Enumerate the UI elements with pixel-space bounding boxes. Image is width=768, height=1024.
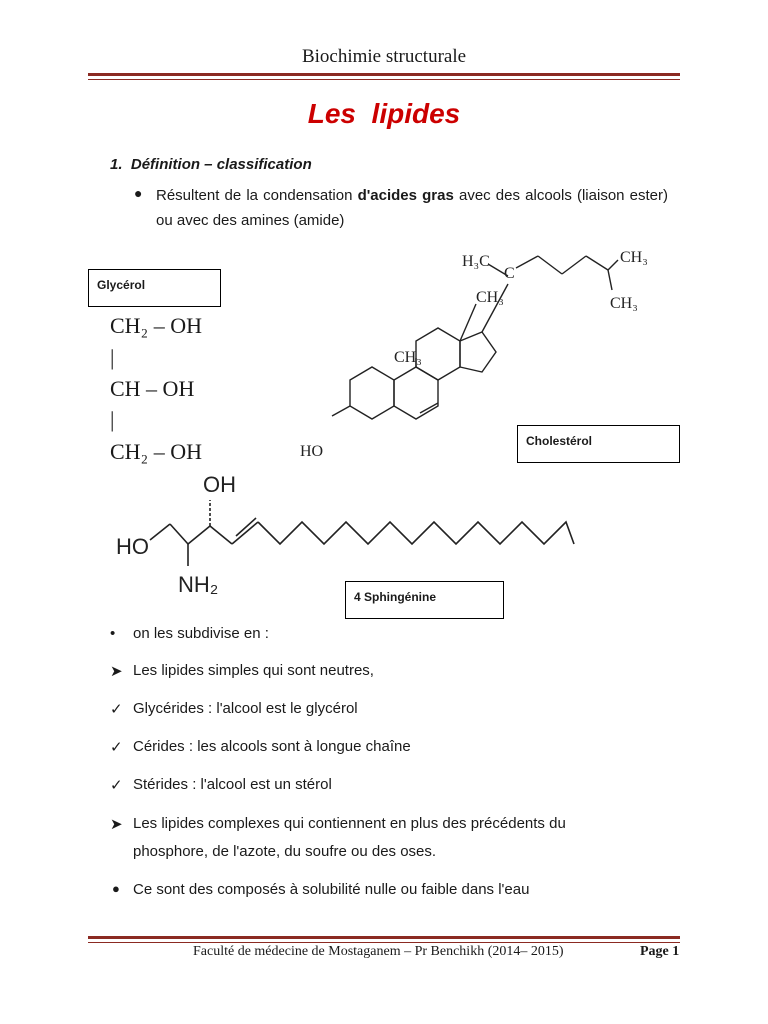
sphingenine-label: 4 Sphingénine <box>354 590 437 604</box>
glycerol-line-1: CH₂ – OH <box>110 313 203 338</box>
glycerol-line-2: | <box>110 345 115 370</box>
header-title: Biochimie structurale <box>301 46 467 67</box>
cholesterol-side-bond-5 <box>562 256 586 274</box>
definition-pre: Résultent de la condensation <box>156 187 358 204</box>
sphingenine-oh: OH <box>203 472 236 497</box>
glycerol-label-box <box>88 269 221 307</box>
glycerol-line-4: | <box>110 407 115 432</box>
cholesterol-ring-b <box>394 367 438 419</box>
cholesterol-label-box <box>517 425 680 463</box>
sph-double-1 <box>232 522 258 544</box>
sph-bond-1 <box>150 524 170 540</box>
cholesterol-side-bond-4 <box>538 256 562 274</box>
list-simple: Les lipides simples qui sont neutres, <box>133 662 374 679</box>
check-icon: ✓ <box>110 701 123 718</box>
cholesterol-ch3-c: CH₃ <box>476 289 504 306</box>
list-solubility-bullet: ● <box>112 881 120 896</box>
cholesterol-h3c: H₃C <box>462 253 490 270</box>
arrow-bullet-icon: ➤ <box>110 816 123 833</box>
list-intro: on les subdivise en : <box>133 625 269 642</box>
footer-rule <box>88 936 680 939</box>
sph-bond-4 <box>210 526 232 544</box>
page-title: Les lipides <box>307 98 461 129</box>
cholesterol-ch3-b: CH₃ <box>610 295 638 312</box>
section-heading: Définition – classification <box>130 156 312 173</box>
list-glycerides: Glycérides : l'alcool est le glycérol <box>133 700 358 717</box>
cholesterol-side-bond-7 <box>608 260 618 270</box>
bullet-dot: ● <box>134 185 143 201</box>
section-number: 1. <box>110 156 123 173</box>
definition-post: avec des alcools (liaison ester) ou avec des amines (amide) <box>156 187 668 229</box>
list-solubility: Ce sont des composés à solubilité nulle ou faible dans l'eau <box>133 881 530 898</box>
check-icon: ✓ <box>110 739 123 756</box>
header-rule <box>88 73 680 76</box>
section-title <box>110 156 312 173</box>
cholesterol-c: C <box>504 265 515 282</box>
glycerol-line-5: CH₂ – OH <box>110 439 203 464</box>
sph-chain <box>258 522 574 544</box>
cholesterol-ring-c <box>416 328 460 380</box>
check-icon: ✓ <box>110 777 123 794</box>
cholesterol-side-bond-8 <box>608 270 612 290</box>
cholesterol-label: Cholestérol <box>526 434 593 448</box>
list-complex-1: Les lipides complexes qui contiennent en plus des précédents du <box>133 815 566 832</box>
list-cerides: Cérides : les alcools sont à longue chaîne <box>133 738 411 755</box>
cholesterol-ch3-a: CH₃ <box>620 249 648 266</box>
list-sterides: Stérides : l'alcool est un stérol <box>133 776 332 793</box>
sph-bond-2 <box>170 524 188 544</box>
glycerol-label: Glycérol <box>97 278 146 292</box>
cholesterol-ring-a <box>350 367 394 419</box>
footer-rule-thin <box>88 942 680 943</box>
cholesterol-ring-d <box>460 332 496 372</box>
cholesterol-ch3-d: CH₃ <box>394 349 422 366</box>
sph-bond-3 <box>188 526 210 544</box>
cholesterol-ho: HO <box>300 443 324 460</box>
header-rule-thin <box>88 79 680 80</box>
list-intro-bullet: • <box>110 625 116 642</box>
definition-text <box>156 183 668 233</box>
cholesterol-side-bond-3 <box>516 256 538 268</box>
sphingenine-ho: HO <box>116 534 149 559</box>
page-number: Page 1 <box>640 944 680 959</box>
arrow-bullet-icon: ➤ <box>110 663 123 680</box>
cholesterol-side-bond-6 <box>586 256 608 270</box>
definition-bold: d'acides gras <box>357 187 454 204</box>
list-complex-2: phosphore, de l'azote, du soufre ou des oses. <box>133 843 437 860</box>
glycerol-line-3: CH – OH <box>110 376 195 401</box>
sphingenine-label-box <box>345 581 504 619</box>
cholesterol-ho-bond <box>332 406 350 416</box>
footer-text: Faculté de médecine de Mostaganem – Pr Benchikh (2014– 2015) <box>193 944 564 959</box>
sphingenine-nh2: NH₂ <box>178 572 219 597</box>
